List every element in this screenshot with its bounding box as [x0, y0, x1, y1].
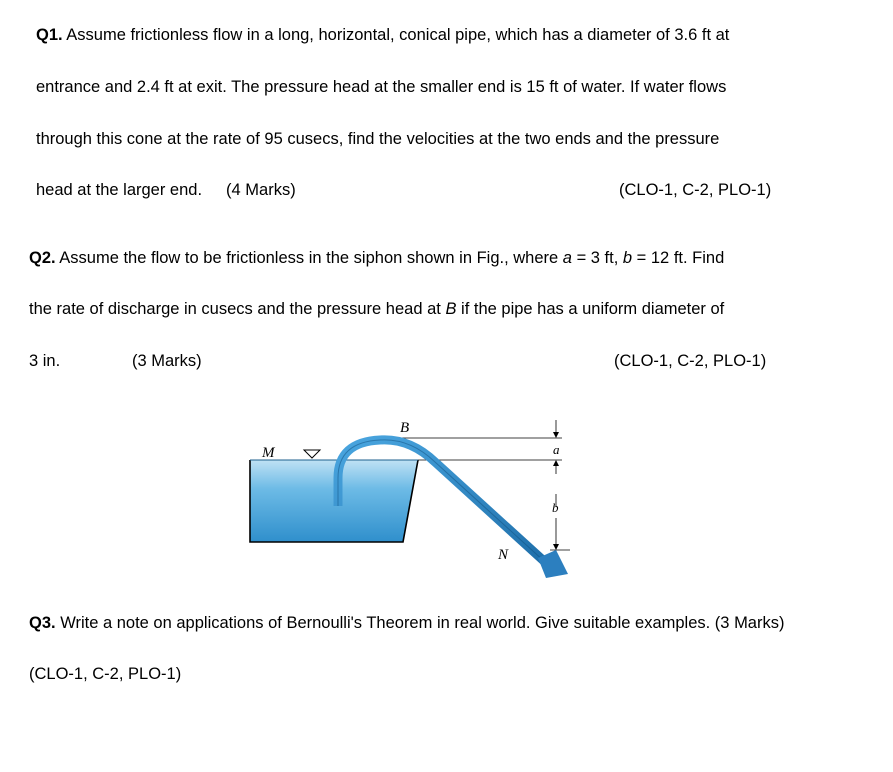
- q2-number: Q2.: [29, 249, 56, 267]
- label-N: N: [498, 547, 509, 563]
- q1-text-4: head at the larger end.: [36, 181, 203, 199]
- q3-clo: (CLO-1, C-2, PLO-1): [29, 665, 182, 683]
- q2-text-2b: if the pipe has a uniform diameter of: [456, 300, 725, 318]
- label-B: B: [400, 420, 410, 436]
- q2-line-2: [29, 299, 724, 319]
- q2-line-1: [29, 248, 724, 268]
- free-surface-symbol: [304, 450, 320, 458]
- q1-line-3: through this cone at the rate of 95 cusecs, find the velocities at the two ends and the pressure: [36, 130, 720, 148]
- q3-number: Q3.: [29, 614, 56, 632]
- q2-var-a: a: [562, 249, 572, 267]
- q2-text-1b: = 3 ft,: [571, 249, 623, 267]
- q2-text-1a: Assume the flow to be frictionless in the siphon shown in Fig., where: [55, 249, 563, 267]
- q1-line-2: entrance and 2.4 ft at exit. The pressure head at the smaller end is 15 ft of water. If water flows: [36, 78, 727, 96]
- q1-text-1: Assume frictionless flow in a long, horizontal, conical pipe, which has a diameter of 3.6 ft at: [62, 26, 730, 44]
- q2-marks: (3 Marks): [132, 352, 202, 370]
- q2-text-2a: the rate of discharge in cusecs and the pressure head at: [29, 300, 446, 318]
- q1-clo: (CLO-1, C-2, PLO-1): [619, 181, 772, 199]
- q1-line-1: [36, 25, 729, 45]
- q2-var-b: b: [622, 249, 633, 267]
- label-b: b: [552, 500, 559, 515]
- q3-text-1: Write a note on applications of Bernoulli's Theorem in real world. Give suitable examples. (3 Marks): [55, 614, 785, 632]
- q3-line-1: [29, 613, 784, 633]
- q1-marks: (4 Marks): [226, 181, 296, 199]
- q2-line-3: 3 in.: [29, 352, 61, 370]
- siphon-figure: [240, 410, 580, 590]
- label-a: a: [553, 442, 560, 457]
- q1-number: Q1.: [36, 26, 63, 44]
- q1-line-4: [36, 180, 296, 200]
- q2-clo: (CLO-1, C-2, PLO-1): [614, 352, 767, 370]
- q2-var-B: B: [445, 300, 457, 318]
- siphon-diagram: [240, 410, 580, 585]
- label-M: M: [262, 445, 275, 461]
- q2-text-1c: = 12 ft. Find: [632, 249, 725, 267]
